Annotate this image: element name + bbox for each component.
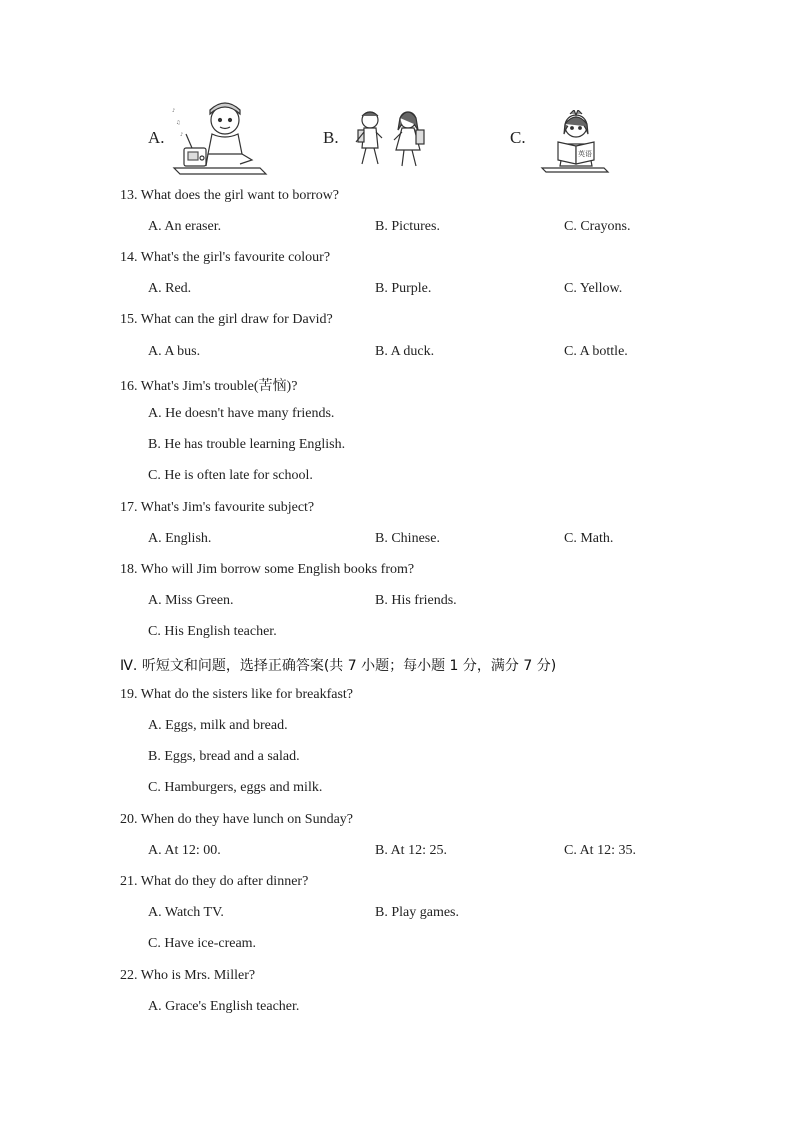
q19-option-b[interactable]: B. Eggs, bread and a salad. xyxy=(148,749,300,764)
q17-option-c[interactable]: C. Math. xyxy=(564,531,614,546)
q20-option-c[interactable]: C. At 12: 35. xyxy=(564,843,636,858)
svg-text:♫: ♫ xyxy=(176,120,181,126)
q13-option-a[interactable]: A. An eraser. xyxy=(148,219,222,234)
q15-option-c[interactable]: C. A bottle. xyxy=(564,344,628,359)
question-18: 18. Who will Jim borrow some English books from? xyxy=(120,562,415,577)
q22-option-a[interactable]: A. Grace's English teacher. xyxy=(148,999,300,1014)
picture-option-a-label: A. xyxy=(148,128,165,147)
q13-option-c[interactable]: C. Crayons. xyxy=(564,219,631,234)
q21-option-a[interactable]: A. Watch TV. xyxy=(148,905,224,920)
q16-option-a[interactable]: A. He doesn't have many friends. xyxy=(148,406,335,421)
q20-option-a[interactable]: A. At 12: 00. xyxy=(148,843,221,858)
q15-option-b[interactable]: B. A duck. xyxy=(375,344,435,359)
svg-text:♪: ♪ xyxy=(180,132,184,138)
question-20: 20. When do they have lunch on Sunday? xyxy=(120,812,354,827)
q18-option-b[interactable]: B. His friends. xyxy=(375,593,457,608)
q17-option-b[interactable]: B. Chinese. xyxy=(375,531,440,546)
q14-option-c[interactable]: C. Yellow. xyxy=(564,281,623,296)
section-iv-heading: Ⅳ. 听短文和问题，选择正确答案(共 7 小题；每小题 1 分，满分 7 分) xyxy=(120,658,557,674)
q17-option-a[interactable]: A. English. xyxy=(148,531,212,546)
picture-book-label: 英语 xyxy=(578,150,592,158)
question-19: 19. What do the sisters like for breakfast? xyxy=(120,687,354,702)
q14-option-b[interactable]: B. Purple. xyxy=(375,281,432,296)
svg-text:♪: ♪ xyxy=(172,108,176,114)
q14-option-a[interactable]: A. Red. xyxy=(148,281,192,296)
question-14: 14. What's the girl's favourite colour? xyxy=(120,250,331,265)
q16-option-c[interactable]: C. He is often late for school. xyxy=(148,468,313,483)
q21-option-b[interactable]: B. Play games. xyxy=(375,905,459,920)
question-13: 13. What does the girl want to borrow? xyxy=(120,188,340,203)
boy-and-girl-walking-icon xyxy=(350,108,435,172)
question-22: 22. Who is Mrs. Miller? xyxy=(120,968,256,983)
boy-listening-radio-icon xyxy=(170,98,270,178)
q15-option-a[interactable]: A. A bus. xyxy=(148,344,201,359)
question-16: 16. What's Jim's trouble(苦恼)? xyxy=(120,379,298,394)
q21-option-c[interactable]: C. Have ice-cream. xyxy=(148,936,257,951)
q16-option-b[interactable]: B. He has trouble learning English. xyxy=(148,437,346,452)
q18-option-a[interactable]: A. Miss Green. xyxy=(148,593,234,608)
q19-option-c[interactable]: C. Hamburgers, eggs and milk. xyxy=(148,780,323,795)
q18-option-c[interactable]: C. His English teacher. xyxy=(148,624,277,639)
question-21: 21. What do they do after dinner? xyxy=(120,874,309,889)
girl-reading-book-icon xyxy=(540,110,610,174)
picture-option-c-label: C. xyxy=(510,128,526,147)
q20-option-b[interactable]: B. At 12: 25. xyxy=(375,843,447,858)
question-17: 17. What's Jim's favourite subject? xyxy=(120,500,315,515)
q19-option-a[interactable]: A. Eggs, milk and bread. xyxy=(148,718,288,733)
q13-option-b[interactable]: B. Pictures. xyxy=(375,219,440,234)
picture-option-b-label: B. xyxy=(323,128,339,147)
question-15: 15. What can the girl draw for David? xyxy=(120,312,333,327)
